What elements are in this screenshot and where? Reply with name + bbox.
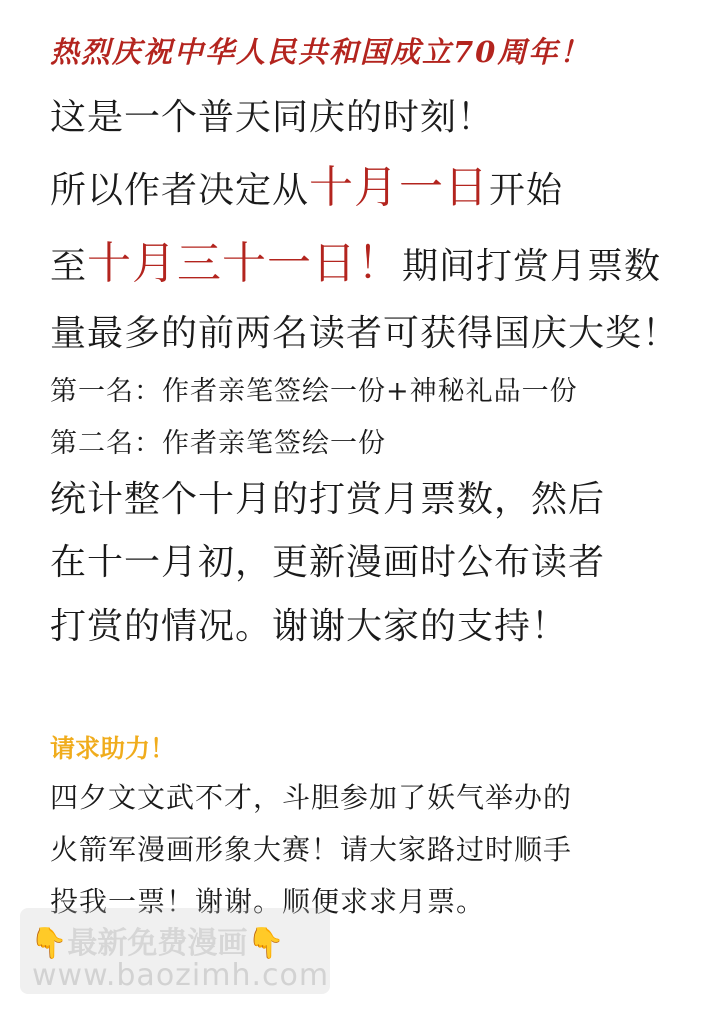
text-line-4: 量最多的前两名读者可获得国庆大奖！ [50,313,680,354]
watermark [20,908,330,994]
announcement-title: 热烈庆祝中华人民共和国成立70周年！ [50,35,591,69]
help-line-3: 投我一票！谢谢。顺便求求月票。 [50,885,486,918]
help-line-2: 火箭军漫画形象大赛！请大家路过时顺手 [50,833,573,866]
text-line-2-post: 开始 [489,170,564,211]
hand-point-down-icon: 👇 [247,926,285,961]
date-highlight-start: 十月一日 [309,162,490,213]
text-line-7: 打赏的情况。谢谢大家的支持！ [50,606,569,647]
watermark-title [30,918,285,962]
text-line-2-pre: 所以作者决定从 [50,170,310,211]
help-heading: 请求助力！ [50,734,176,763]
text-line-1: 这是一个普天同庆的时刻！ [50,97,495,138]
text-line-3-pre: 至 [50,246,88,287]
watermark-title-text: 最新免费漫画 [67,926,248,961]
text-line-5: 统计整个十月的打赏月票数，然后 [50,479,606,520]
text-line-2 [50,162,564,213]
prize-first: 第一名：作者亲笔签绘一份+神秘礼品一份 [50,376,578,407]
text-line-3-post: 期间打赏月票数 [402,246,662,287]
watermark-url: www.baozimh.com [32,958,330,993]
text-line-3 [50,238,662,289]
help-line-1: 四夕文文武不才，斗胆参加了妖气举办的 [50,781,573,814]
prize-second: 第二名：作者亲笔签绘一份 [50,428,386,459]
hand-point-down-icon: 👇 [30,926,68,961]
date-highlight-end: 十月三十一日！ [87,238,403,289]
text-line-6: 在十一月初，更新漫画时公布读者 [50,542,606,583]
